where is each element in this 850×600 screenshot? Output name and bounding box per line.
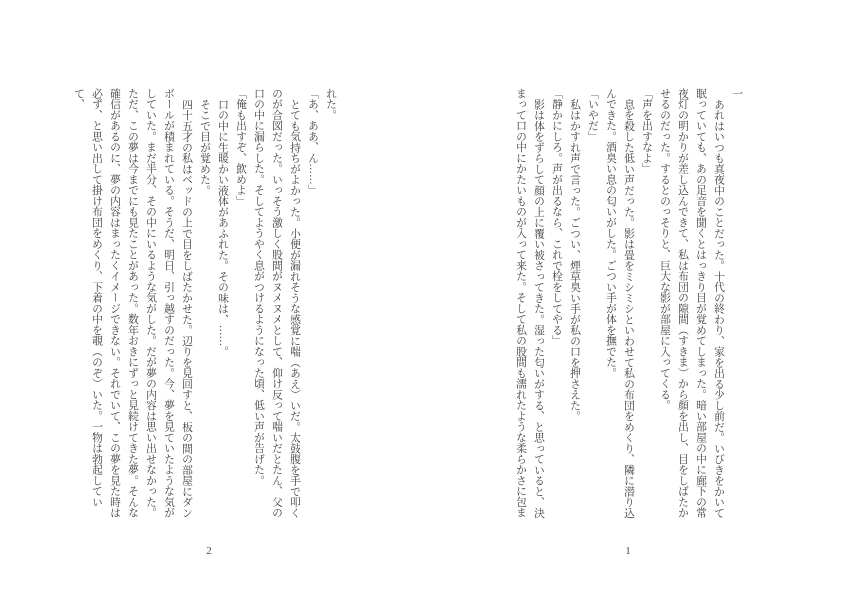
paragraph: 私はかすれ声で言った。ごつい、煙草臭い手が私の口を押さえた。 xyxy=(569,98,581,422)
page-2 xyxy=(73,88,340,557)
page-1 xyxy=(510,88,746,557)
paragraph: 息を殺した低い声だった。影は畳をミシミシといわせて私の布団をめくり、隣に潜り込んできた。酒臭い息の匂いがした。ごつい手が体を撫でた。 xyxy=(605,88,635,518)
paragraph-continuation: れた。 xyxy=(325,88,337,121)
paragraph: そこで目が覚めた。 xyxy=(199,98,211,196)
page-1-text xyxy=(510,88,746,518)
chapter-heading: 一 xyxy=(731,88,743,99)
dialogue-line: 「あ、ああ、ん……」 xyxy=(307,88,319,196)
page-number: 1 xyxy=(625,545,631,557)
dialogue-line: 「俺も出すぞ、飲めよ」 xyxy=(235,88,247,207)
paragraph: 口の中に生暖かい液体があふれた。その味は、……。 xyxy=(217,98,229,357)
paragraph: 影は体をずらして顔の上に覆い被さってきた。湿った匂いがする、と思っていると、決まって口の中にかたいものが入って来た。そして私の股間も濡れたような柔らかさに包ま xyxy=(515,88,545,518)
paragraph: 四十五才の私はベッドの上で目をしばたかせた。辺りを見回すと、板の間の部屋にダンボールが積まれている。そうだ、明日、引っ越すのだった。今、夢を見ていたような気がしていた。まだ半分、その中にいるような気がした。だが夢の内容は思い出せなかった。ただ、この夢は今までにも見たことがあった。数年おきにずっと見続けてきた夢。そんな確信があるのに、夢の内容はまったくイメージできない。それでいて、この夢を見た時は必ず、と思い出して掛け布団をめくり、下着の中を覗（のぞ）いた。一物は勃起していて、 xyxy=(73,88,193,518)
dialogue-line: 「静かにしろ。声が出るなら、これで栓をしてやる」 xyxy=(551,88,563,346)
page-number: 2 xyxy=(206,545,212,557)
dialogue-line: 「いやだ」 xyxy=(587,88,599,142)
paragraph: とても気持ちがよかった。小便が漏れそうな感覚に喘（あえ）いだ。太鼓腹を手で叩くのが合図だった。いっそう激しく股間がヌメヌメとして、仰け反って喘いだとたん、父の口の中に漏らした。そしてようやく息がつけるようになった頃、低い声が告げた。 xyxy=(253,88,301,518)
dialogue-line: 「声を出すなよ」 xyxy=(641,88,653,174)
paragraph: あれはいつも真夜中のことだった。十代の終わり、家を出る少し前だ。いびきをかいて眠っていても、あの足音を聞くとはっきり目が覚めてしまった。暗い部屋の中に廊下の常夜灯の明かりが差し込んできて、私は布団の隙間（すきま）から顔を出し、目をしばたかせるのだった。するとのっそりと、巨大な影が部屋に入ってくる。 xyxy=(659,88,725,518)
page-2-text xyxy=(73,88,340,518)
